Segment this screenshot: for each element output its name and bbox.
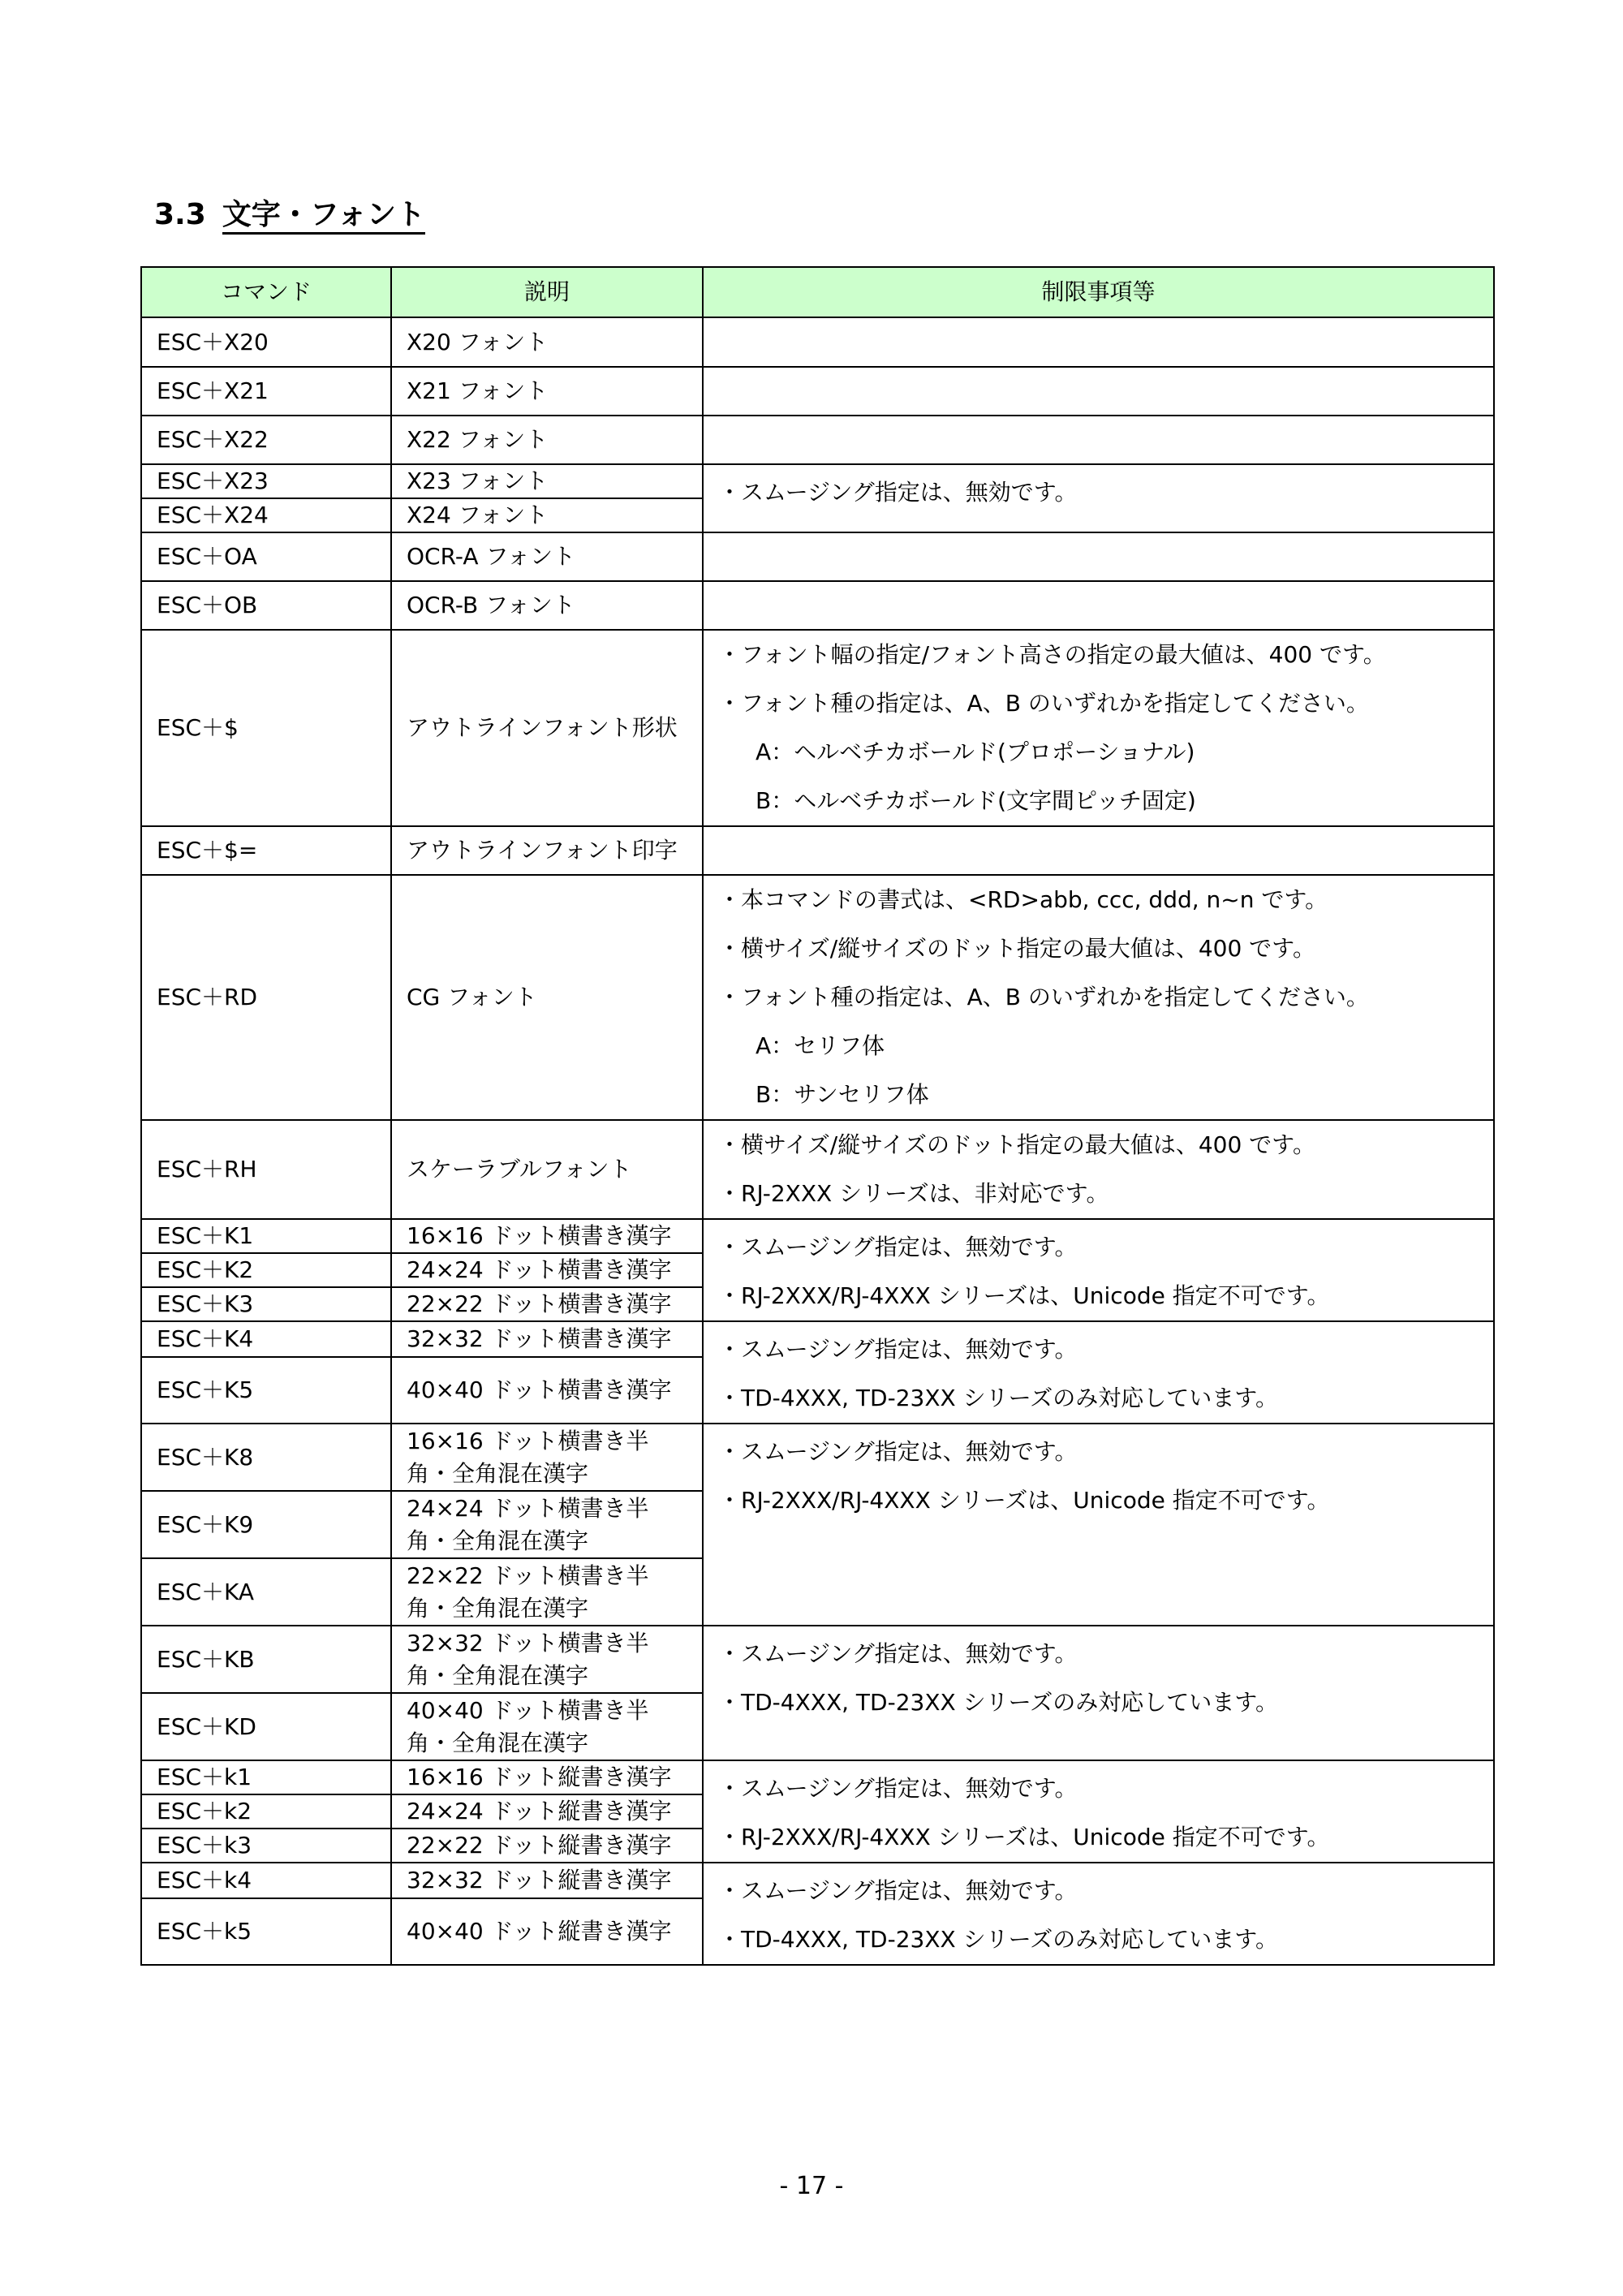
description-cell: 24×24 ドット横書き漢字 xyxy=(391,1253,703,1287)
restrictions-cell xyxy=(703,1120,1494,1219)
command-cell: ESC＋X22 xyxy=(141,416,391,464)
restrictions-cell xyxy=(703,875,1494,1120)
table-row xyxy=(141,875,1494,1120)
command-cell: ESC＋X21 xyxy=(141,367,391,416)
command-cell: ESC＋K3 xyxy=(141,1287,391,1321)
command-cell: ESC＋$ xyxy=(141,630,391,826)
description-cell: 22×22 ドット横書き半角・全角混在漢字 xyxy=(391,1558,703,1626)
command-cell: ESC＋K4 xyxy=(141,1321,391,1357)
description-cell: 16×16 ドット横書き漢字 xyxy=(391,1219,703,1253)
command-cell: ESC＋RH xyxy=(141,1120,391,1219)
description-cell: 24×24 ドット縦書き漢字 xyxy=(391,1794,703,1829)
description-cell: 24×24 ドット横書き半角・全角混在漢字 xyxy=(391,1491,703,1558)
section-heading xyxy=(154,195,425,235)
command-cell: ESC＋KB xyxy=(141,1626,391,1693)
table-row xyxy=(141,1424,1494,1491)
description-cell: 40×40 ドット横書き半角・全角混在漢字 xyxy=(391,1693,703,1760)
description-cell: OCR-A フォント xyxy=(391,532,703,581)
note-line: ・本コマンドの書式は、<RD>abb, ccc, ddd, n~n です。 xyxy=(718,886,1328,913)
section-number: 3.3 xyxy=(154,198,206,231)
description-cell: 16×16 ドット縦書き漢字 xyxy=(391,1760,703,1794)
restrictions-cell xyxy=(703,532,1494,581)
note-line: ・スムージング指定は、無効です。 xyxy=(718,1234,1078,1260)
note-line: A：ヘルベチカボールド(プロポーショナル) xyxy=(756,739,1195,765)
header-restrictions: 制限事項等 xyxy=(703,267,1494,317)
note-line: ・フォント幅の指定/フォント高さの指定の最大値は、400 です。 xyxy=(718,641,1386,668)
description-cell: 32×32 ドット横書き漢字 xyxy=(391,1321,703,1357)
table-row xyxy=(141,826,1494,875)
description-cell: CG フォント xyxy=(391,875,703,1120)
header-description: 説明 xyxy=(391,267,703,317)
page-number: - 17 - xyxy=(779,2172,844,2200)
table-row xyxy=(141,1760,1494,1794)
restrictions-cell xyxy=(703,630,1494,826)
table-row xyxy=(141,1120,1494,1219)
table-row xyxy=(141,1321,1494,1357)
command-table xyxy=(140,266,1495,1966)
note-line: A：セリフ体 xyxy=(756,1032,885,1059)
note-line: ・RJ-2XXX/RJ-4XXX シリーズは、Unicode 指定不可です。 xyxy=(718,1487,1330,1514)
command-cell: ESC＋k1 xyxy=(141,1760,391,1794)
note-line: ・TD-4XXX, TD-23XX シリーズのみ対応しています。 xyxy=(718,1385,1278,1411)
note-line: ・スムージング指定は、無効です。 xyxy=(718,1775,1078,1802)
restrictions-cell xyxy=(703,367,1494,416)
command-cell: ESC＋$= xyxy=(141,826,391,875)
description-cell: 32×32 ドット横書き半角・全角混在漢字 xyxy=(391,1626,703,1693)
command-cell: ESC＋K9 xyxy=(141,1491,391,1558)
command-cell: ESC＋RD xyxy=(141,875,391,1120)
note-line: ・TD-4XXX, TD-23XX シリーズのみ対応しています。 xyxy=(718,1689,1278,1716)
table-row xyxy=(141,367,1494,416)
note-line: ・横サイズ/縦サイズのドット指定の最大値は、400 です。 xyxy=(718,935,1315,962)
note-line: ・スムージング指定は、無効です。 xyxy=(718,479,1078,506)
restrictions-cell xyxy=(703,1424,1494,1626)
restrictions-cell xyxy=(703,1219,1494,1321)
command-cell: ESC＋k5 xyxy=(141,1898,391,1965)
description-cell: アウトラインフォント形状 xyxy=(391,630,703,826)
command-cell: ESC＋X24 xyxy=(141,498,391,532)
table-header-row xyxy=(141,267,1494,317)
description-cell: X22 フォント xyxy=(391,416,703,464)
restrictions-cell xyxy=(703,464,1494,532)
table-row xyxy=(141,581,1494,630)
description-cell: X21 フォント xyxy=(391,367,703,416)
command-cell: ESC＋X20 xyxy=(141,317,391,367)
command-cell: ESC＋K5 xyxy=(141,1357,391,1424)
header-command: コマンド xyxy=(141,267,391,317)
table-row xyxy=(141,630,1494,826)
table-row xyxy=(141,532,1494,581)
description-cell: アウトラインフォント印字 xyxy=(391,826,703,875)
description-cell: X23 フォント xyxy=(391,464,703,498)
note-line: ・スムージング指定は、無効です。 xyxy=(718,1877,1078,1904)
description-cell: X20 フォント xyxy=(391,317,703,367)
command-cell: ESC＋k3 xyxy=(141,1829,391,1863)
command-cell: ESC＋k2 xyxy=(141,1794,391,1829)
restrictions-cell xyxy=(703,416,1494,464)
restrictions-cell xyxy=(703,826,1494,875)
command-cell: ESC＋OA xyxy=(141,532,391,581)
restrictions-cell xyxy=(703,1760,1494,1863)
description-cell: OCR-B フォント xyxy=(391,581,703,630)
note-line: ・スムージング指定は、無効です。 xyxy=(718,1336,1078,1363)
description-cell: 22×22 ドット縦書き漢字 xyxy=(391,1829,703,1863)
note-line: ・スムージング指定は、無効です。 xyxy=(718,1640,1078,1667)
note-line: B：サンセリフ体 xyxy=(756,1081,929,1108)
command-cell: ESC＋OB xyxy=(141,581,391,630)
restrictions-cell xyxy=(703,1626,1494,1760)
note-line: ・RJ-2XXX シリーズは、非対応です。 xyxy=(718,1180,1109,1207)
description-cell: X24 フォント xyxy=(391,498,703,532)
description-cell: 16×16 ドット横書き半角・全角混在漢字 xyxy=(391,1424,703,1491)
restrictions-cell xyxy=(703,317,1494,367)
restrictions-cell xyxy=(703,1321,1494,1424)
command-cell: ESC＋X23 xyxy=(141,464,391,498)
table-row xyxy=(141,416,1494,464)
command-cell: ESC＋KA xyxy=(141,1558,391,1626)
restrictions-cell xyxy=(703,581,1494,630)
table-row xyxy=(141,317,1494,367)
command-cell: ESC＋K1 xyxy=(141,1219,391,1253)
note-line: ・RJ-2XXX/RJ-4XXX シリーズは、Unicode 指定不可です。 xyxy=(718,1824,1330,1850)
note-line: ・TD-4XXX, TD-23XX シリーズのみ対応しています。 xyxy=(718,1926,1278,1953)
note-line: ・フォント種の指定は、A、B のいずれかを指定してください。 xyxy=(718,690,1369,717)
description-cell: 40×40 ドット横書き漢字 xyxy=(391,1357,703,1424)
note-line: ・スムージング指定は、無効です。 xyxy=(718,1438,1078,1465)
table-row xyxy=(141,1626,1494,1693)
description-cell: 40×40 ドット縦書き漢字 xyxy=(391,1898,703,1965)
table-row xyxy=(141,1219,1494,1253)
note-line: ・フォント種の指定は、A、B のいずれかを指定してください。 xyxy=(718,984,1369,1010)
description-cell: スケーラブルフォント xyxy=(391,1120,703,1219)
note-line: ・横サイズ/縦サイズのドット指定の最大値は、400 です。 xyxy=(718,1131,1315,1158)
description-cell: 22×22 ドット横書き漢字 xyxy=(391,1287,703,1321)
restrictions-cell xyxy=(703,1863,1494,1965)
table-row xyxy=(141,464,1494,498)
command-cell: ESC＋k4 xyxy=(141,1863,391,1898)
section-title: 文字・フォント xyxy=(222,198,425,235)
command-cell: ESC＋K8 xyxy=(141,1424,391,1491)
note-line: B：ヘルベチカボールド(文字間ピッチ固定) xyxy=(756,787,1196,814)
note-line: ・RJ-2XXX/RJ-4XXX シリーズは、Unicode 指定不可です。 xyxy=(718,1282,1330,1309)
table-row xyxy=(141,1863,1494,1898)
command-cell: ESC＋KD xyxy=(141,1693,391,1760)
command-cell: ESC＋K2 xyxy=(141,1253,391,1287)
description-cell: 32×32 ドット縦書き漢字 xyxy=(391,1863,703,1898)
